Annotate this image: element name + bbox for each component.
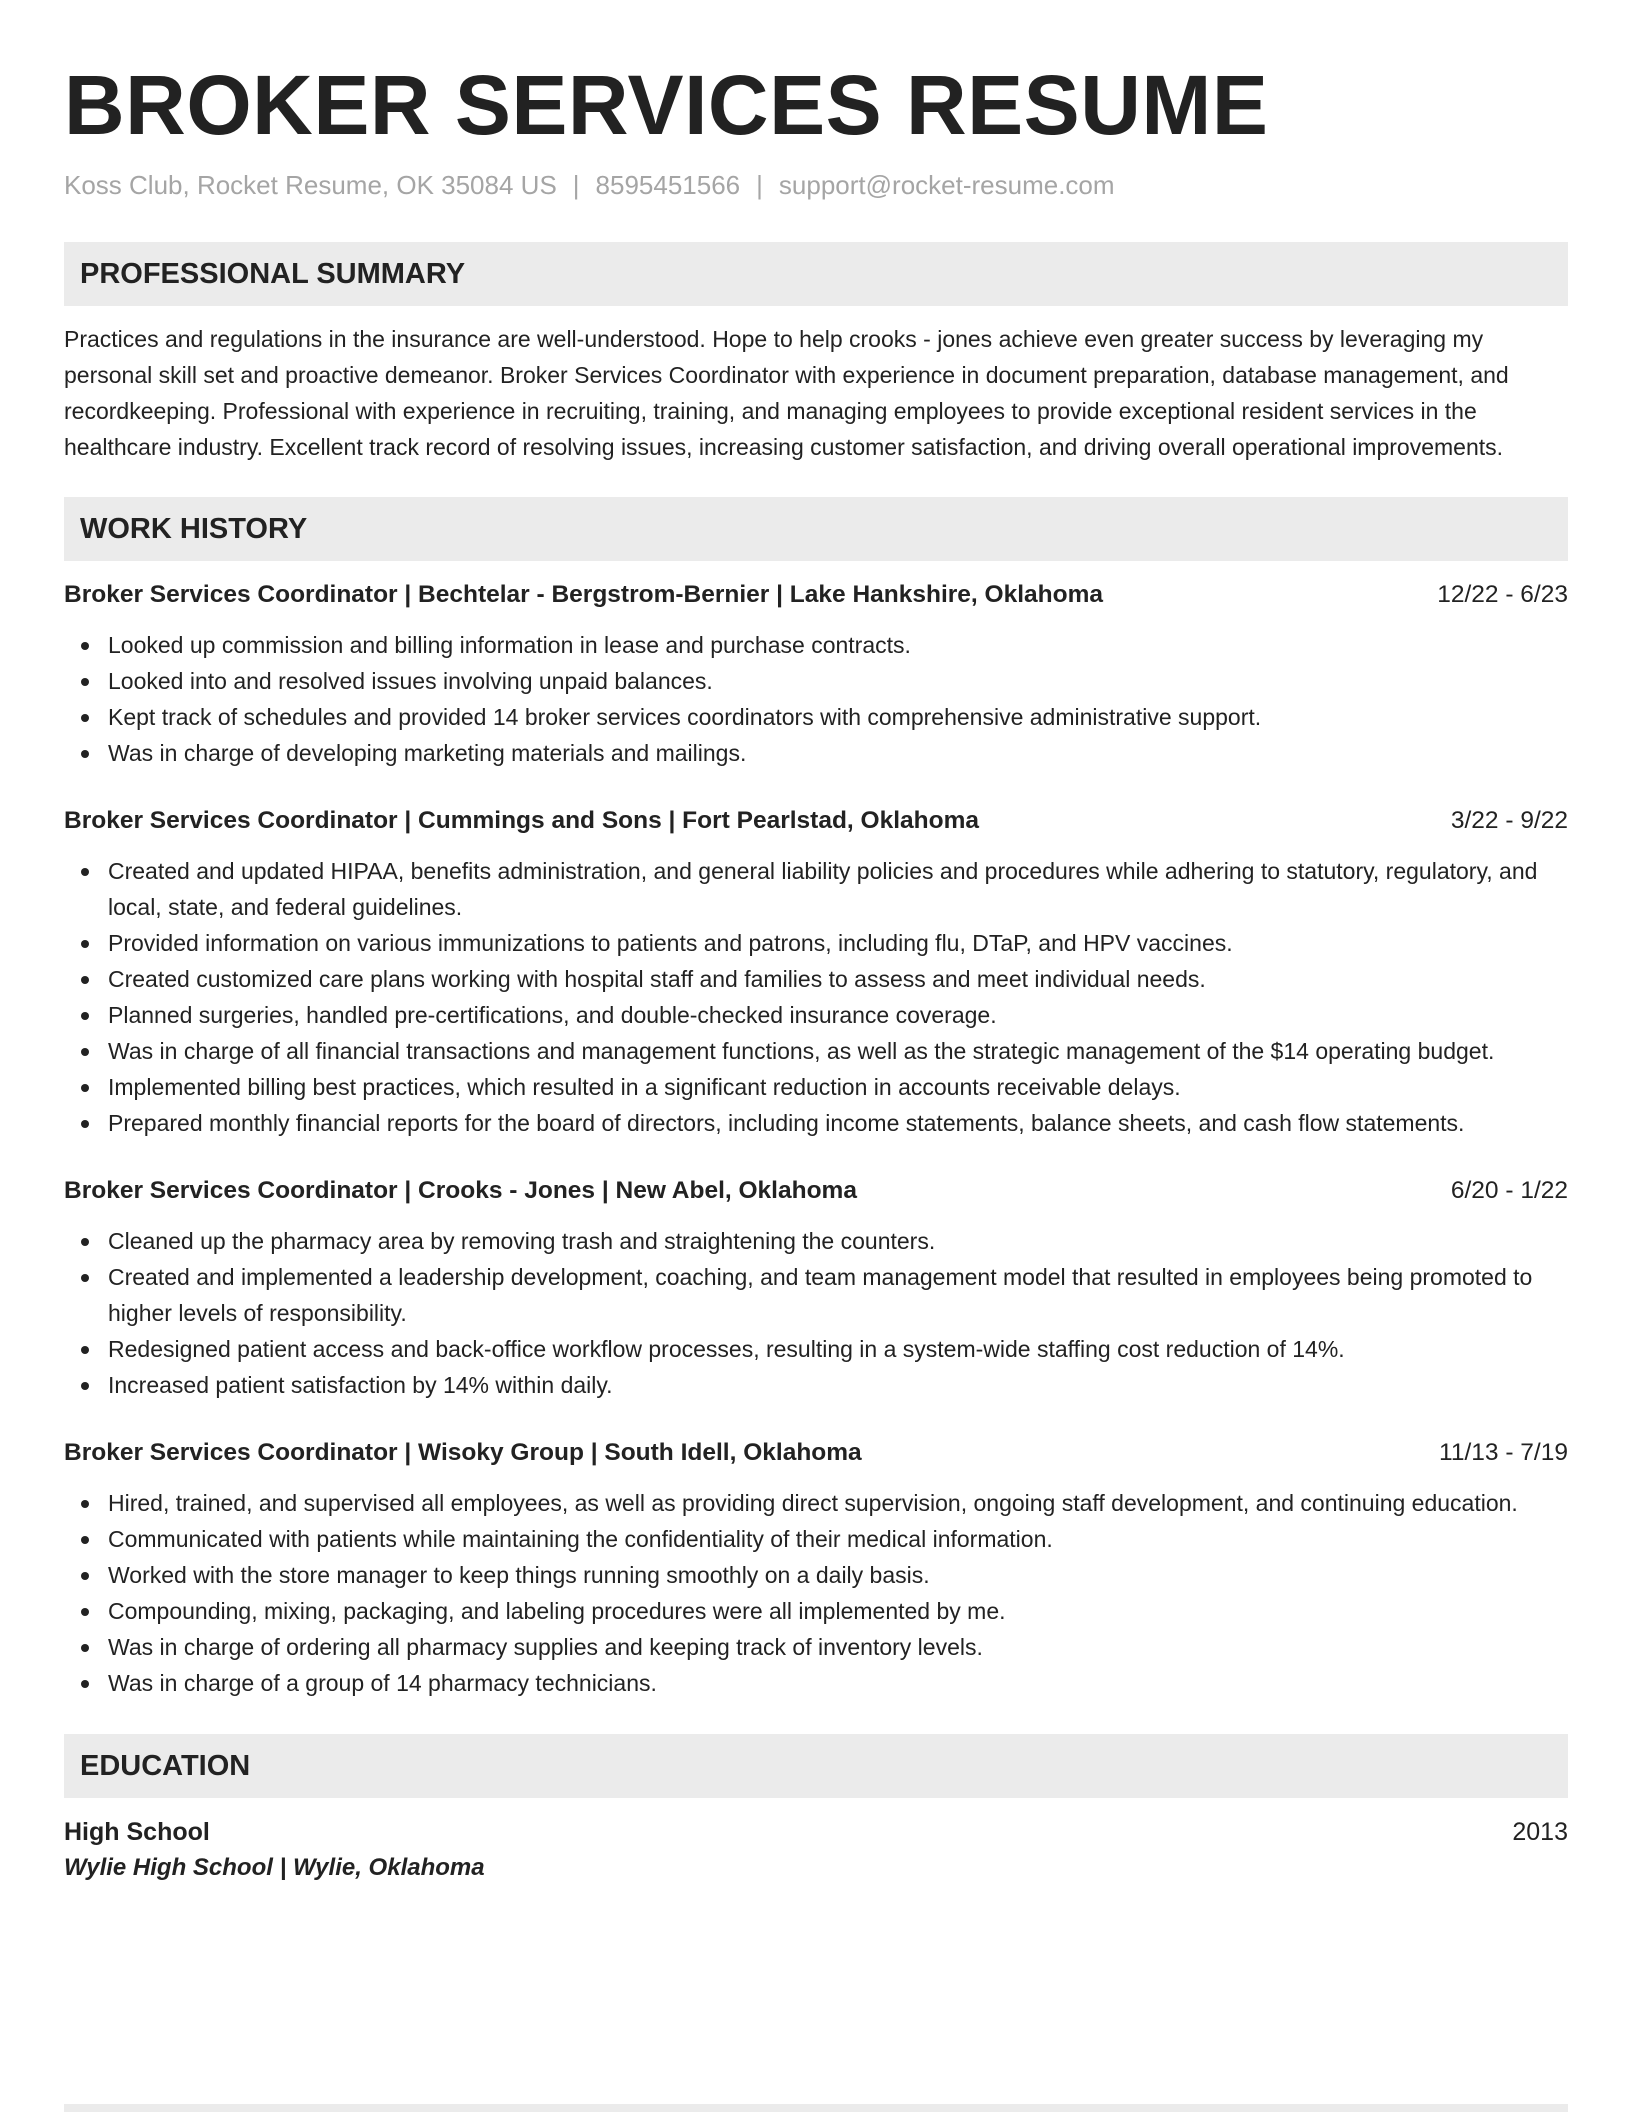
job-entry bbox=[64, 1173, 1568, 1403]
job-bullet: Looked into and resolved issues involving unpaid balances. bbox=[108, 663, 1568, 699]
job-bullet: Created customized care plans working with hospital staff and families to assess and meet individual needs. bbox=[108, 961, 1568, 997]
resume-title: BROKER SERVICES RESUME bbox=[64, 58, 1269, 152]
contact-phone: 8595451566 bbox=[595, 170, 741, 200]
job-title: Broker Services Coordinator | Bechtelar - Bergstrom-Bernier | Lake Hankshire, Oklahoma bbox=[64, 581, 1103, 608]
job-entry bbox=[64, 577, 1568, 771]
job-title: Broker Services Coordinator | Wisoky Group | South Idell, Oklahoma bbox=[64, 1439, 862, 1466]
professional-summary-text: Practices and regulations in the insurance are well-understood. Hope to help crooks - jones achieve even greater success by leveraging my personal skill set and proactive demeanor. Broker Services Coordinator with experience in document preparation, database management, and recordkeeping. Professional with experience in recruiting, training, and managing employees to provide exceptional resident services in the healthcare industry. Excellent track record of resolving issues, increasing customer satisfaction, and driving overall operational improvements. bbox=[64, 326, 1509, 460]
job-bullet: Kept track of schedules and provided 14 broker services coordinators with comprehensive administrative support. bbox=[108, 699, 1568, 735]
job-title: Broker Services Coordinator | Cummings and Sons | Fort Pearlstad, Oklahoma bbox=[64, 807, 979, 834]
education-degree: High School bbox=[64, 1818, 210, 1846]
job-bullets bbox=[64, 853, 1568, 1141]
work-history-heading: WORK HISTORY bbox=[64, 497, 1568, 561]
education-entry-header bbox=[64, 1814, 1568, 1850]
job-bullet: Increased patient satisfaction by 14% within daily. bbox=[108, 1367, 1568, 1403]
education-school: Wylie High School | Wylie, Oklahoma bbox=[64, 1854, 485, 1881]
job-bullet: Prepared monthly financial reports for the board of directors, including income statements, balance sheets, and cash flow statements. bbox=[108, 1105, 1568, 1141]
professional-summary-heading: PROFESSIONAL SUMMARY bbox=[64, 242, 1568, 306]
job-dates: 11/13 - 7/19 bbox=[1439, 1439, 1568, 1466]
job-bullet: Provided information on various immunizations to patients and patrons, including flu, DTaP, and HPV vaccines. bbox=[108, 925, 1568, 961]
job-bullet: Compounding, mixing, packaging, and labeling procedures were all implemented by me. bbox=[108, 1593, 1568, 1629]
job-dates: 3/22 - 9/22 bbox=[1450, 807, 1568, 834]
job-entry bbox=[64, 1435, 1568, 1701]
contact-separator: | bbox=[572, 170, 580, 200]
job-bullet: Looked up commission and billing information in lease and purchase contracts. bbox=[108, 627, 1568, 663]
job-bullet: Was in charge of all financial transactions and management functions, as well as the strategic management of the $14 operating budget. bbox=[108, 1033, 1568, 1069]
job-bullet: Planned surgeries, handled pre-certifications, and double-checked insurance coverage. bbox=[108, 997, 1568, 1033]
job-bullets bbox=[64, 1485, 1568, 1701]
job-bullet: Was in charge of developing marketing materials and mailings. bbox=[108, 735, 1568, 771]
job-bullet: Was in charge of ordering all pharmacy supplies and keeping track of inventory levels. bbox=[108, 1629, 1568, 1665]
job-bullet: Was in charge of a group of 14 pharmacy technicians. bbox=[108, 1665, 1568, 1701]
next-section-header-band bbox=[64, 2104, 1568, 2112]
contact-email: support@rocket-resume.com bbox=[778, 170, 1115, 200]
job-header bbox=[64, 1435, 1568, 1471]
job-bullet: Created and updated HIPAA, benefits administration, and general liability policies and procedures while adhering to statutory, regulatory, and local, state, and federal guidelines. bbox=[108, 853, 1568, 925]
job-title: Broker Services Coordinator | Crooks - Jones | New Abel, Oklahoma bbox=[64, 1177, 857, 1204]
job-bullet: Communicated with patients while maintaining the confidentiality of their medical information. bbox=[108, 1521, 1568, 1557]
job-header bbox=[64, 1173, 1568, 1209]
job-bullet: Worked with the store manager to keep things running smoothly on a daily basis. bbox=[108, 1557, 1568, 1593]
contact-address: Koss Club, Rocket Resume, OK 35084 US bbox=[64, 170, 557, 200]
job-header bbox=[64, 803, 1568, 839]
resume-page bbox=[64, 0, 1568, 1886]
job-bullet: Redesigned patient access and back-office workflow processes, resulting in a system-wide staffing cost reduction of 14%. bbox=[108, 1331, 1568, 1367]
job-bullet: Implemented billing best practices, which resulted in a significant reduction in accounts receivable delays. bbox=[108, 1069, 1568, 1105]
job-bullet: Created and implemented a leadership development, coaching, and team management model that resulted in employees being promoted to higher levels of responsibility. bbox=[108, 1259, 1568, 1331]
contact-line bbox=[64, 168, 1568, 202]
job-bullet: Cleaned up the pharmacy area by removing trash and straightening the counters. bbox=[108, 1223, 1568, 1259]
job-bullet: Hired, trained, and supervised all employees, as well as providing direct supervision, ongoing staff development, and continuing education. bbox=[108, 1485, 1568, 1521]
job-entry bbox=[64, 803, 1568, 1141]
education-heading: EDUCATION bbox=[64, 1734, 1568, 1798]
education-year: 2013 bbox=[1512, 1818, 1568, 1846]
job-dates: 12/22 - 6/23 bbox=[1437, 581, 1568, 608]
job-dates: 6/20 - 1/22 bbox=[1450, 1177, 1568, 1204]
job-bullets bbox=[64, 627, 1568, 771]
contact-separator: | bbox=[756, 170, 763, 200]
job-header bbox=[64, 577, 1568, 613]
job-bullets bbox=[64, 1223, 1568, 1403]
